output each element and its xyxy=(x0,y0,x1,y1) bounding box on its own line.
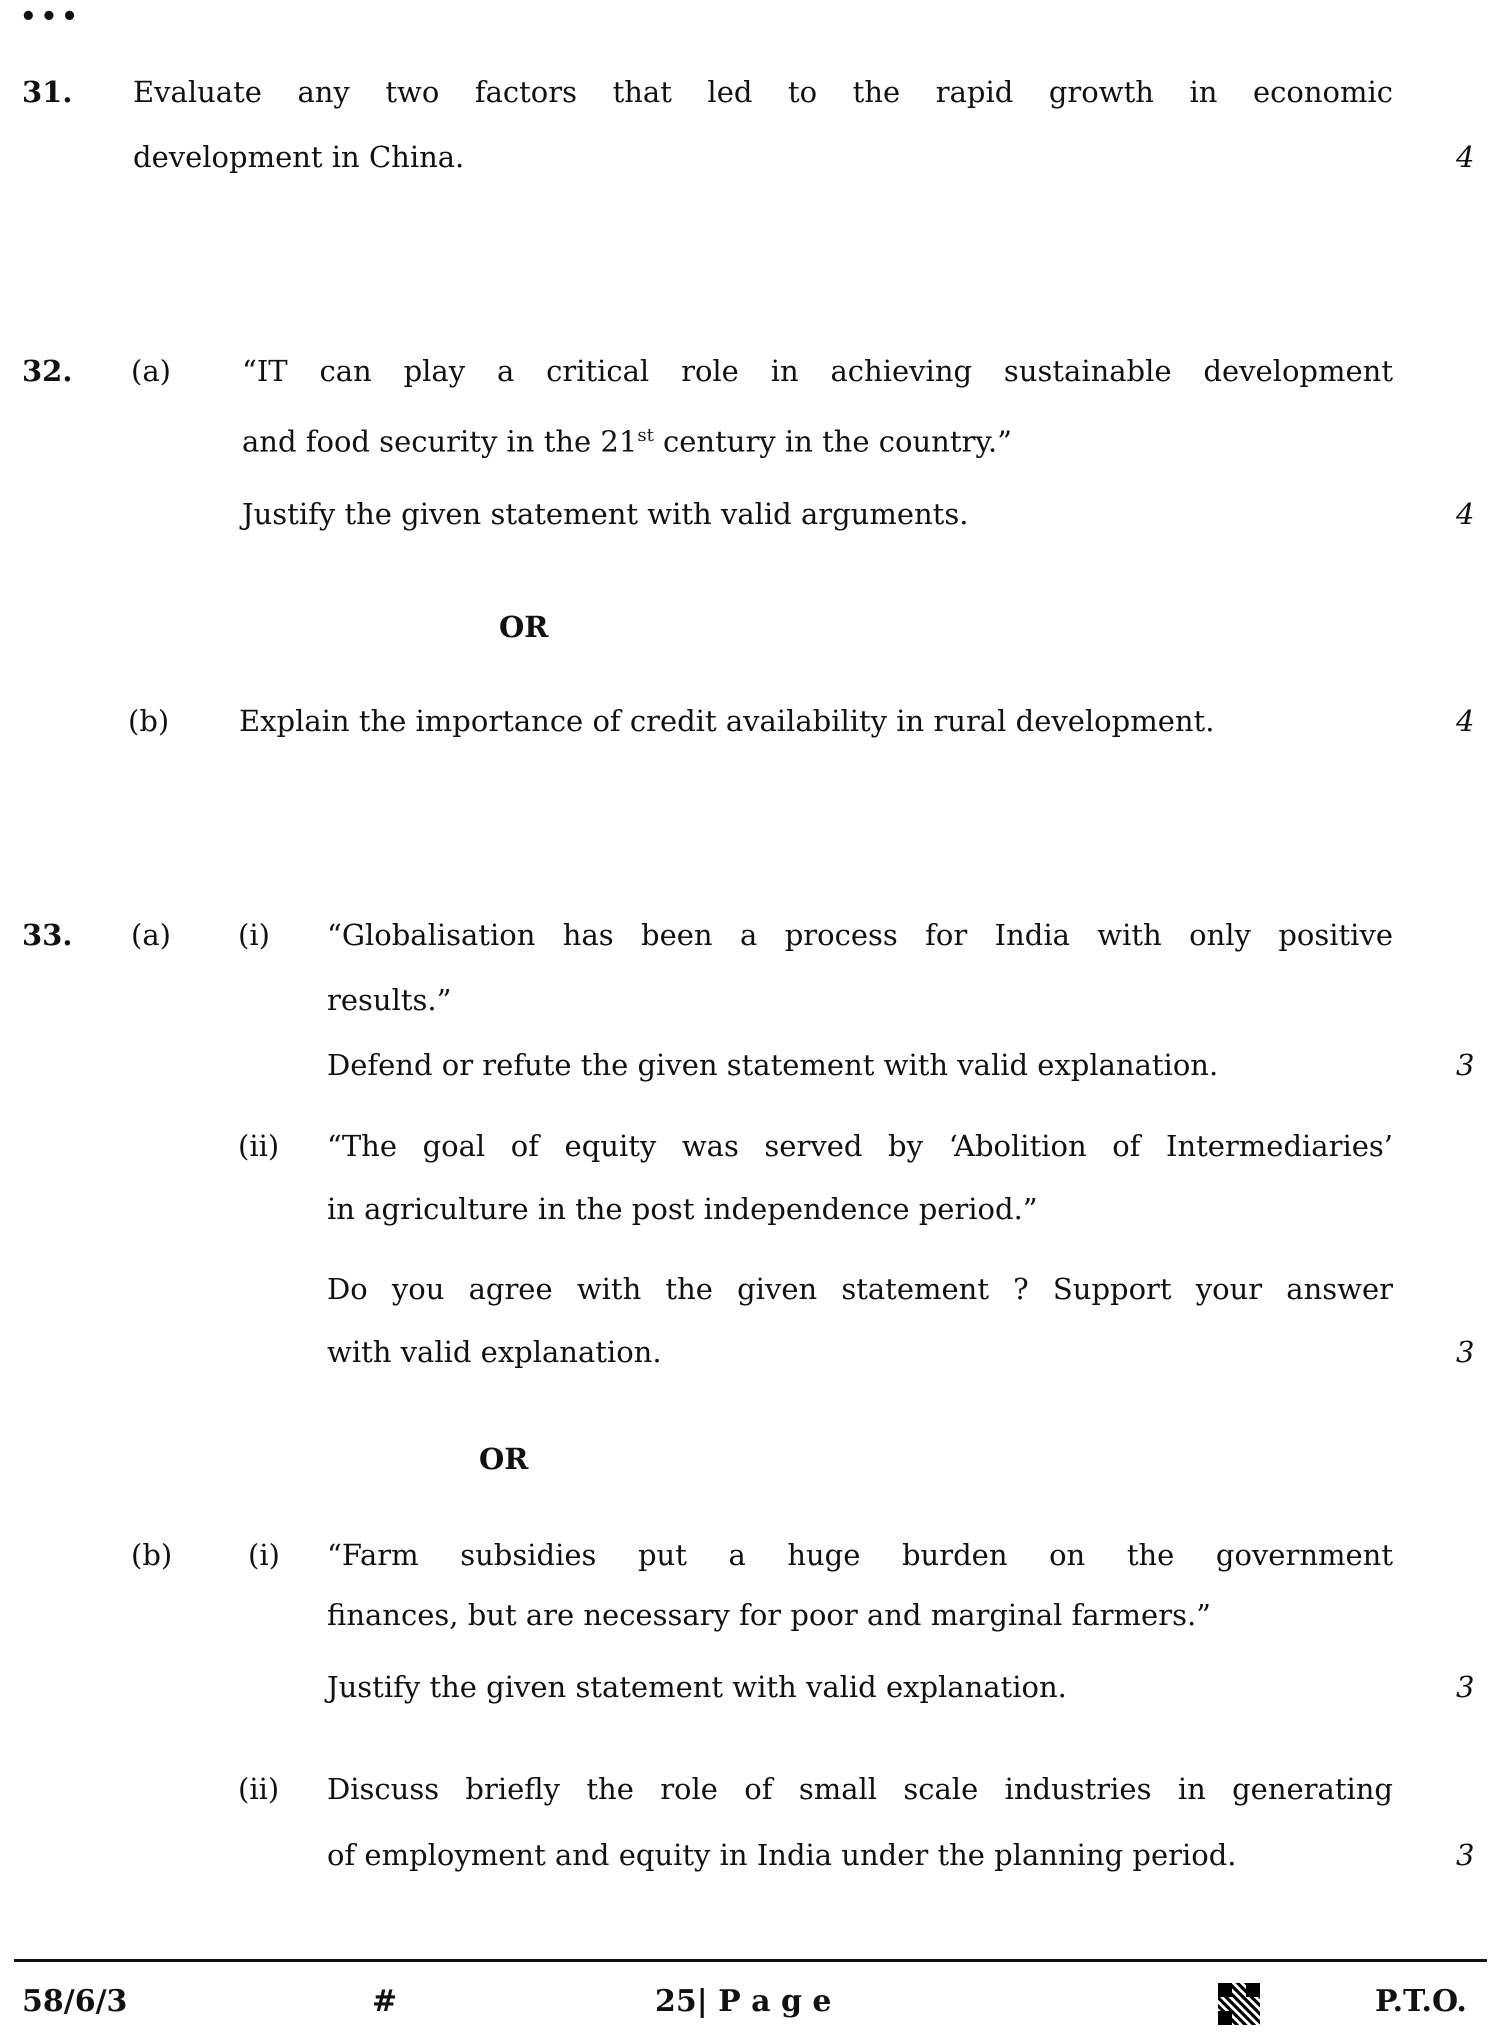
q32b-line1: Explain the importance of credit availability in rural development. xyxy=(239,704,1215,738)
q33aii-label: (ii) xyxy=(238,1129,280,1163)
q32a-line1: “IT can play a critical role in achieving sustainable development xyxy=(242,354,1393,388)
q33ai-marks: 3 xyxy=(1456,1048,1475,1082)
q33aii-line3: Do you agree with the given statement ? Support your answer xyxy=(327,1272,1393,1306)
q32b-label: (b) xyxy=(128,704,170,738)
q33bi-line3: Justify the given statement with valid explanation. xyxy=(327,1670,1067,1704)
q33aii-marks: 3 xyxy=(1456,1335,1475,1369)
footer-paper-code: 58/6/3 xyxy=(22,1984,128,2019)
q32a-line2 xyxy=(242,418,1012,460)
q33bi-label: (i) xyxy=(248,1538,280,1572)
q33aii-line1: “The goal of equity was served by ‘Abolition of Intermediaries’ xyxy=(327,1129,1393,1163)
q33bi-line2: finances, but are necessary for poor and marginal farmers.” xyxy=(327,1598,1211,1632)
q31-marks: 4 xyxy=(1456,140,1475,174)
qr-code-icon xyxy=(1218,1983,1260,2025)
q33bii-line2: of employment and equity in India under the planning period. xyxy=(327,1838,1237,1872)
q32-or: OR xyxy=(499,610,549,644)
footer-divider xyxy=(14,1959,1487,1962)
q31-number: 31. xyxy=(22,75,73,109)
q33-number: 33. xyxy=(22,918,73,952)
footer-page-label: | P a g e xyxy=(696,1984,832,2019)
footer-page xyxy=(655,1984,832,2020)
footer-pto: P.T.O. xyxy=(1375,1984,1467,2019)
q32a-line3: Justify the given statement with valid arguments. xyxy=(242,497,969,531)
menu-dots-icon: ••• xyxy=(20,2,82,32)
q33bii-line1: Discuss briefly the role of small scale industries in generating xyxy=(327,1772,1393,1806)
q33b-label: (b) xyxy=(131,1538,173,1572)
q33ai-line1: “Globalisation has been a process for India with only positive xyxy=(327,918,1393,952)
q32a-line2-post: century in the country.” xyxy=(653,424,1012,459)
q33bi-marks: 3 xyxy=(1456,1670,1475,1704)
q33bii-label: (ii) xyxy=(238,1772,280,1806)
q33bii-marks: 3 xyxy=(1456,1838,1475,1872)
q32a-line2-pre: and food security in the 21 xyxy=(242,424,638,459)
q33ai-label: (i) xyxy=(238,918,270,952)
q33ai-line3: Defend or refute the given statement with valid explanation. xyxy=(327,1048,1219,1082)
q33aii-line2: in agriculture in the post independence period.” xyxy=(327,1192,1038,1226)
q33ai-line2: results.” xyxy=(327,983,452,1017)
q31-text-line2: development in China. xyxy=(133,140,465,174)
q33-or: OR xyxy=(479,1442,529,1476)
q32-number: 32. xyxy=(22,354,73,388)
footer-hash: # xyxy=(372,1984,398,2019)
q33aii-line4: with valid explanation. xyxy=(327,1335,662,1369)
q33a-label: (a) xyxy=(131,918,171,952)
q33bi-line1: “Farm subsidies put a huge burden on the government xyxy=(327,1538,1393,1572)
footer-page-number: 25 xyxy=(655,1984,697,2019)
q32a-label: (a) xyxy=(131,354,171,388)
q32a-line2-sup: st xyxy=(637,425,654,446)
q32b-marks: 4 xyxy=(1456,704,1475,738)
q32a-marks: 4 xyxy=(1456,497,1475,531)
q31-text-line1: Evaluate any two factors that led to the rapid growth in economic xyxy=(133,75,1393,109)
